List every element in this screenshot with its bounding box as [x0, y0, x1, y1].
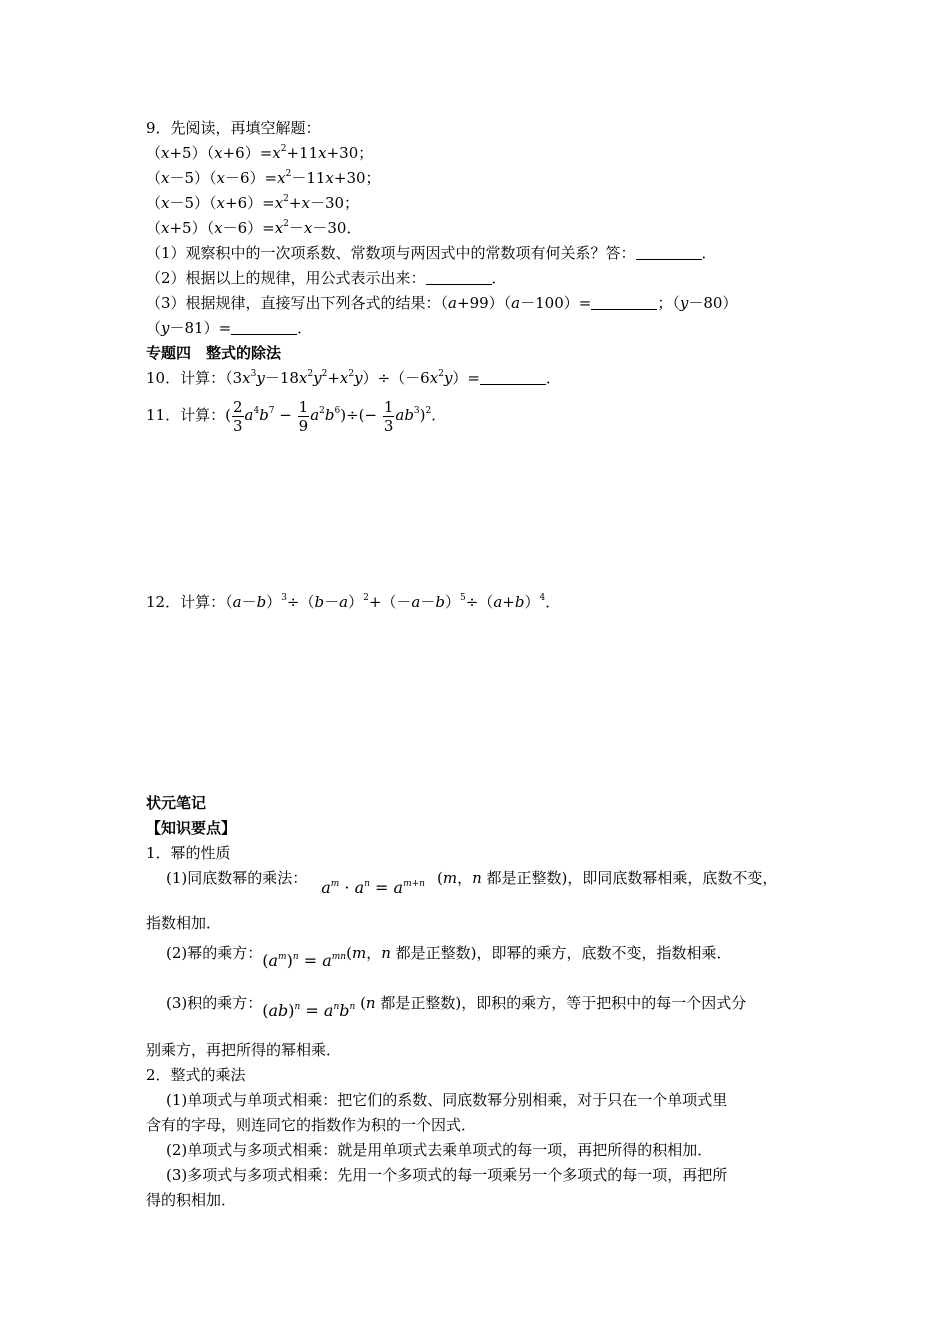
formula-same-base-multiplication: $a^m \cdot a^n = a^{m+n}$: [321, 878, 425, 897]
q9-part-3-cont: （y－81）= ．: [146, 319, 313, 337]
notes-s2-2: (2)单项式与多项式相乘：就是用单项式去乘单项式的每一项，再把所得的积相加．: [166, 1141, 713, 1159]
q10: 10．计算：$(3x^3y-18x^2y^2+x^2y)\div(-6x^2y)=$ ．: [146, 369, 562, 387]
q9-line-3: $(x-5)(x+6)=x^2+x-30$；: [146, 194, 360, 212]
q9-part-1: （1）观察积中的一次项系数、常数项与两因式中的常数项有何关系？答： ．: [146, 244, 717, 262]
notes-s2-3: (3)多项式与多项式相乘：先用一个多项式的每一项乘另一个多项式的每一项，再把所: [166, 1166, 728, 1184]
formula-power-of-product: $(ab)^n = a^nb^n$: [262, 1001, 356, 1020]
notes-s2-1: (1)单项式与单项式相乘：把它们的系数、同底数幂分别相乘，对于只在一个单项式里: [166, 1091, 728, 1109]
q9-part-3: （3）根据规律，直接写出下列各式的结果：（a+99）（a－100）= ；（y－80）: [146, 294, 738, 312]
notes-s1-1: (1)同底数幂的乘法： $a^m \cdot a^n = a^{m+n}$ (m，n 都是正整数)，即同底数幂相乘，底数不变，: [166, 869, 778, 897]
notes-s1-2: (2)幂的乘方：$(a^m)^n = a^{mn}(m$，n 都是正整数)，即幂的乘方，底数不变，指数相乘．: [166, 944, 732, 970]
notes-s1-3-cont: 别乘方，再把所得的幂相乘．: [146, 1041, 342, 1059]
q9-part-2: （2）根据以上的规律，用公式表示出来： ．: [146, 269, 507, 287]
q11: 11．计算：( $\frac{2}{3}$ $a^4b^7$ − $\frac{1}{9}$ $a^2b^6)\div(-$ $\frac{1}{3}$ $ab^3)^2$．: [146, 397, 447, 435]
notes-s2-3-cont: 得的积相加．: [146, 1191, 237, 1209]
notes-section: 【知识要点】: [146, 819, 237, 837]
q12: 12．计算：$(a-b)^3\div(b-a)^2+(-a-b)^5\div(a+b)^4$．: [146, 593, 561, 611]
notes-s1-1-cont: 指数相加．: [146, 914, 222, 932]
notes-title: 状元笔记: [146, 794, 207, 812]
q9-line-4: $(x+5)(x-6)=x^2-x-30$．: [146, 219, 362, 237]
notes-s1-heading: 1．幂的性质: [146, 844, 231, 862]
formula-power-of-power: $(a^m)^n = a^{mn}$: [262, 951, 347, 970]
topic-4-heading: 专题四 整式的除法: [146, 344, 282, 362]
q9-intro: 9．先阅读，再填空解题：: [146, 119, 321, 137]
notes-s2-1-cont: 含有的字母，则连同它的指数作为积的一个因式．: [146, 1116, 477, 1134]
notes-s1-3: (3)积的乘方：$(ab)^n = a^nb^n$ (n 都是正整数)，即积的乘方，等于把积中的每一个因式分: [166, 994, 747, 1020]
q9-line-2: $(x-5)(x-6)=x^2-11x+30$；: [146, 169, 381, 187]
notes-s2-heading: 2．整式的乘法: [146, 1066, 246, 1084]
q9-line-1: $(x+5)(x+6)=x^2+11x+30$；: [146, 144, 374, 162]
